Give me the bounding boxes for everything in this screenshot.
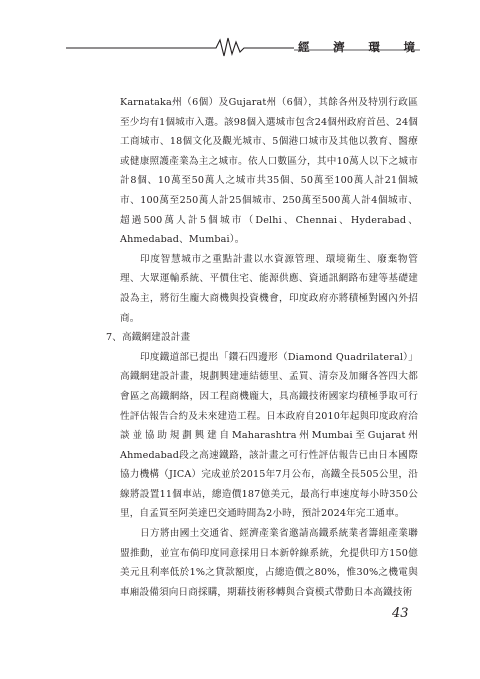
section-heading-high-speed-rail: 7、高鐵網建設計畫	[106, 332, 191, 344]
paragraph-continuation: Karnataka州（6個）及Gujarat州（6個），其餘各州及特別行政區至少均有1個城市入選。該98個入選城市包含24個州政府首邑、24個工商城市、18個文化及觀光城市、5個港口城市及其他以教育、醫療或健康照護產業為主之城市。依人口數區分，其中10萬人以下之城市計8個、10萬至50萬人之城市共35個、50萬至100萬人計21個城市、100萬至250萬人計25個城市、250萬至500萬人計4個城市、超過500萬人計5個城市（Delhi、Chennai、Hyderabad、Ahmedabad、Mumbai）。	[120, 97, 418, 246]
paragraph-diamond-quadrilateral: 印度鐵道部已提出「鑽石四邊形（Diamond Quadrilateral）」高鐵網建設計畫，規劃興建連結德里、孟買、清奈及加爾各答四大都會區之高鐵網絡，因工程商機龐大，具高鐵技術國家均積極爭取可行性評估報告合約及未來建造工程。日本政府自2010年起與印度政府洽談並協助規劃興建自Maharashtra州Mumbai至Gujarat州Ahmedabad段之高速鐵路，該計畫之可行性評估報告已由日本國際協力機構（JICA）完成並於2015年7月公布，高鐵全長505公里，沿線將設置11個車站，總造價187億美元，最高行車速度每小時350公里，自孟買至阿美達巴交通時間為2小時，預計2024年完工通車。	[120, 351, 418, 520]
header-char: 濟	[333, 40, 346, 54]
header-char: 經	[298, 40, 311, 54]
header-char: 境	[403, 40, 416, 54]
body-text	[106, 93, 418, 602]
header-char: 環	[368, 40, 381, 54]
paragraph-smart-city-focus: 印度智慧城市之重點計畫以水資源管理、環境衛生、廢棄物管理、大眾運輸系統、平價住宅、能源供應、資通訊網路布建等基礎建設為主，將衍生龐大商機與投資機會，印度政府亦將積極對國內外招商。	[120, 253, 418, 324]
paragraph-japan-alliance: 日方將由國土交通省、經濟產業省邀請高鐵系統業者籌組產業聯盟推動，並宣布倘印度同意採用日本新幹線系統，允提供印方150億美元且利率低於1%之貸款額度，占總造價之80%，惟30%之機電與車廂設備須向日商採購，期藉技術移轉與合資模式帶動日本高鐵技術	[120, 528, 418, 598]
running-header-title	[298, 39, 416, 55]
page-number: 43	[392, 606, 409, 621]
